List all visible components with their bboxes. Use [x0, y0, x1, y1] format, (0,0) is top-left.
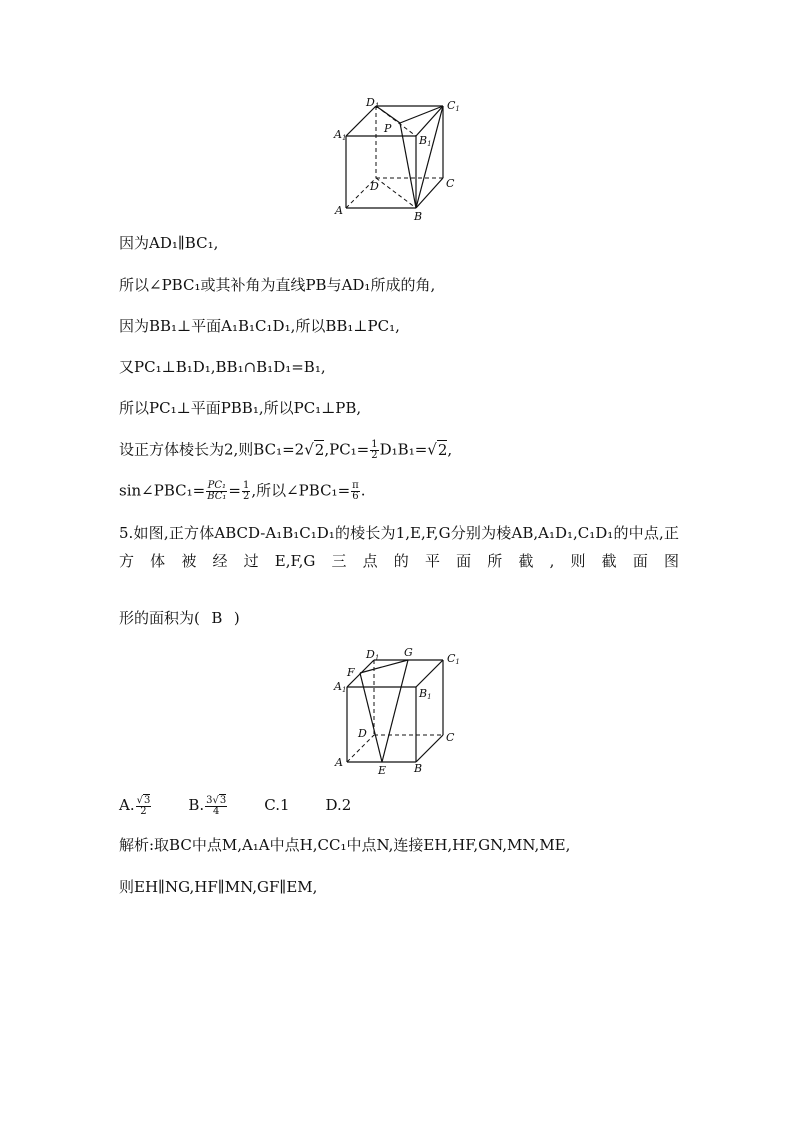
solution-line-4: 又PC₁⊥B₁D₁,BB₁∩B₁D₁=B₁, — [119, 358, 326, 376]
label-A1: A1 — [334, 128, 347, 142]
label-C1: C1 — [447, 652, 460, 666]
question-5-answer: B — [211, 609, 223, 627]
analysis-line-1: 解析:取BC中点M,A₁A中点H,CC₁中点N,连接EH,HF,GN,MN,ME, — [119, 836, 571, 854]
question-5-stem: 5.如图,正方体ABCD-A₁B₁C₁D₁的棱长为1,E,F,G分别为棱AB,A₁D₁,C₁D₁的中点,正方体被经过E,F,G三点的平面所截,则截面图 — [119, 524, 679, 570]
fraction-pi-6: $\frac{\pi}{6}$ — [352, 480, 359, 502]
label-B: B — [414, 762, 423, 775]
label-C1: C1 — [447, 99, 460, 113]
option-c[interactable]: C.1 — [264, 796, 290, 814]
solution-line-1: 因为AD₁∥BC₁, — [119, 234, 219, 252]
label-C: C — [446, 177, 455, 190]
fraction-half-2: $\frac{1}{2}$ — [242, 480, 250, 502]
option-d[interactable]: D.2 — [325, 796, 352, 814]
fraction-pc1-bc1: $\frac{\text{PC₁}}{\text{BC₁}}$ — [207, 480, 227, 502]
label-B: B — [414, 210, 423, 223]
label-D: D — [370, 180, 379, 193]
analysis-line-2: 则EH∥NG,HF∥MN,GF∥EM, — [119, 878, 318, 896]
solution-line-2: 所以∠PBC₁或其补角为直线PB与AD₁所成的角, — [119, 276, 436, 294]
label-P: P — [384, 122, 392, 135]
label-B1: B1 — [419, 687, 432, 701]
label-C: C — [446, 731, 455, 744]
label-A1: A1 — [334, 680, 347, 694]
option-a[interactable]: A. $\frac{√3}{2}$ — [119, 794, 151, 817]
label-A: A — [335, 204, 343, 217]
label-D: D — [358, 727, 367, 740]
solution-line-5: 所以PC₁⊥平面PBB₁,所以PC₁⊥PB, — [119, 399, 362, 417]
solution-line-3: 因为BB₁⊥平面A₁B₁C₁D₁,所以BB₁⊥PC₁, — [119, 317, 400, 335]
solution-line-7: sin∠PBC₁= $\frac{\text{PC₁}}{\text{BC₁}}$ = $\frac{1}{2}$ ,所以∠PBC₁= $\frac{\pi}{6}$ . — [119, 480, 366, 502]
label-D1: D1 — [366, 648, 380, 662]
cube-figure-2 — [330, 642, 470, 778]
cube-figure-1 — [330, 92, 470, 224]
solution-line-6: 设正方体棱长为2,则BC₁=2√2,PC₁= $\frac{1}{2}$ D₁B₁=√2, — [119, 439, 453, 461]
label-B1: B1 — [419, 134, 432, 148]
question-5-answer-line: 形的面积为( B ) — [119, 609, 240, 627]
label-G: G — [404, 646, 413, 659]
label-E: E — [378, 764, 387, 777]
fraction-half: $\frac{1}{2}$ — [371, 439, 378, 461]
options-row — [119, 790, 351, 820]
label-F: F — [347, 666, 355, 679]
option-b[interactable]: B. $\frac{3√3}{4}$ — [188, 794, 227, 817]
label-D1: D1 — [366, 96, 380, 110]
label-A: A — [335, 756, 343, 769]
